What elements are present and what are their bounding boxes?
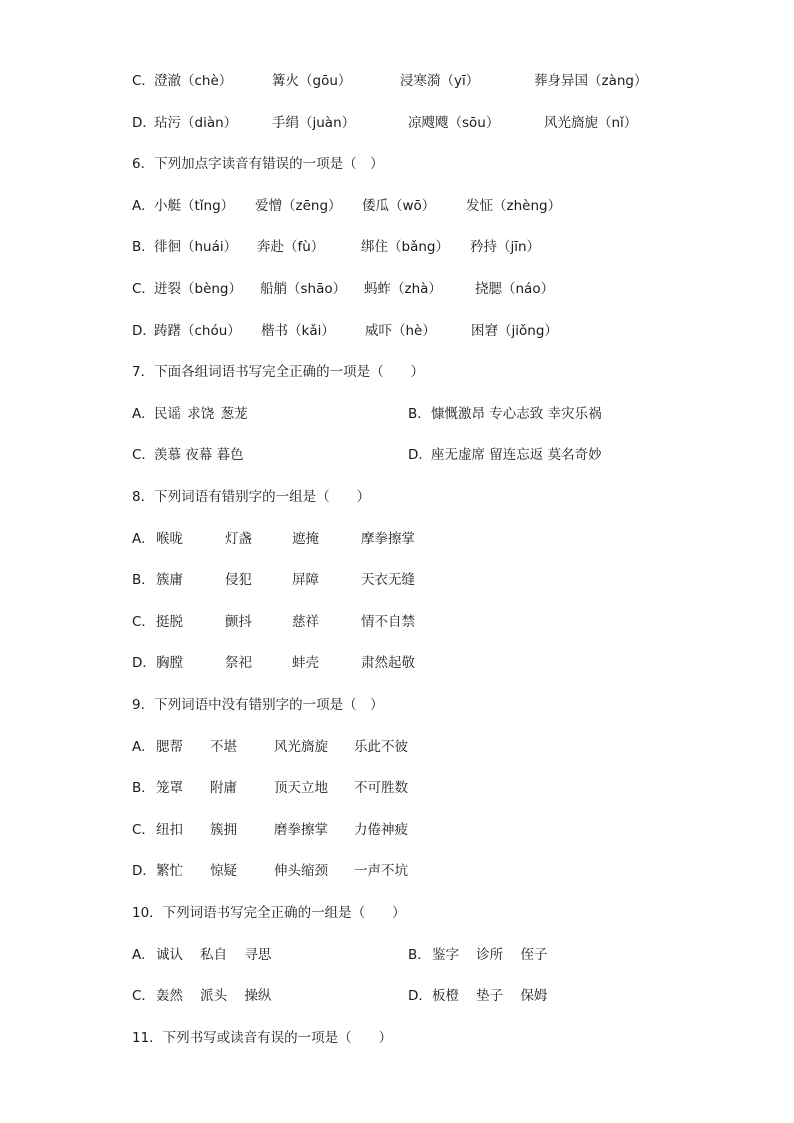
option-item: 颤抖 <box>225 614 252 630</box>
option-item: 挠腮（náo） <box>475 281 555 297</box>
option-item: 踌躇（chóu） <box>154 323 241 339</box>
option-text: 羡慕 夜幕 暮色 <box>154 447 244 463</box>
option-label: D． <box>132 863 156 879</box>
option-item: 威吓（hè） <box>365 323 436 339</box>
option-label: B． <box>408 406 431 422</box>
option-item: 乐此不彼 <box>354 739 408 755</box>
option-item: 蚂蚱（zhà） <box>364 281 442 297</box>
option-item: 蚌壳 <box>292 655 319 671</box>
option-item: 伸头缩颈 <box>274 863 328 879</box>
option-item: 手绢（juàn） <box>272 115 356 131</box>
option-label: A． <box>132 947 155 963</box>
option-item: 倭瓜（wō） <box>362 198 436 214</box>
option-label: D． <box>408 447 432 463</box>
option-item: 爱憎（zēng） <box>255 198 342 214</box>
option-label: D． <box>132 655 156 671</box>
option-label: B． <box>132 780 155 796</box>
option-item: 顶天立地 <box>274 780 328 796</box>
option-label: B． <box>132 239 155 255</box>
q8-question: 8．下列词语有错别字的一组是（ ） <box>132 489 371 505</box>
option-label: A． <box>132 531 155 547</box>
option-item: 遮掩 <box>292 531 319 547</box>
q6-question: 6．下列加点字读音有错误的一项是（ ） <box>132 156 384 172</box>
option-label: A． <box>132 739 155 755</box>
option-item: 发怔（zhèng） <box>466 198 562 214</box>
option-item: 风光旖旎（nǐ） <box>544 115 638 131</box>
option-item: 玷污（diàn） <box>154 115 238 131</box>
option-item: 喉咙 <box>156 531 183 547</box>
option-item: 矜持（jīn） <box>470 239 541 255</box>
option-item: 船艄（shāo） <box>260 281 347 297</box>
option-item: 祭祀 <box>225 655 252 671</box>
option-item: 天衣无缝 <box>361 572 415 588</box>
option-item: 繁忙 <box>156 863 183 879</box>
option-item: 一声不坑 <box>354 863 408 879</box>
option-item: 迸裂（bèng） <box>154 281 243 297</box>
option-item: 摩拳擦掌 <box>361 531 415 547</box>
option-item: 磨拳擦掌 <box>274 822 328 838</box>
option-label: C． <box>132 281 155 297</box>
option-text: 板橙 垫子 保姆 <box>432 988 548 1004</box>
q9-question: 9．下列词语中没有错别字的一项是（ ） <box>132 697 384 713</box>
option-label: B． <box>132 572 155 588</box>
option-item: 胸膛 <box>156 655 183 671</box>
option-label: B． <box>408 947 431 963</box>
option-item: 风光旖旋 <box>274 739 328 755</box>
option-label: C． <box>132 447 155 463</box>
option-item: 绑住（bǎng） <box>361 239 449 255</box>
option-label: C． <box>132 822 155 838</box>
option-item: 腮帮 <box>156 739 183 755</box>
option-item: 不堪 <box>210 739 237 755</box>
option-item: 肃然起敬 <box>361 655 415 671</box>
q10-question: 10．下列词语书写完全正确的一组是（ ） <box>132 905 406 921</box>
option-item: 力倦神疲 <box>354 822 408 838</box>
option-item: 挺脱 <box>156 614 183 630</box>
option-item: 葬身异国（zàng） <box>534 73 648 89</box>
option-item: 徘徊（huái） <box>154 239 238 255</box>
option-label: D． <box>132 323 156 339</box>
option-item: 慈祥 <box>292 614 319 630</box>
option-item: 笼罩 <box>156 780 183 796</box>
q7-question: 7．下面各组词语书写完全正确的一项是（ ） <box>132 364 425 380</box>
option-item: 侵犯 <box>225 572 252 588</box>
option-item: 惊疑 <box>210 863 237 879</box>
option-item: 纽扣 <box>156 822 183 838</box>
option-item: 澄澈（chè） <box>154 73 233 89</box>
option-item: 奔赴（fù） <box>257 239 325 255</box>
option-item: 附庸 <box>210 780 237 796</box>
option-item: 不可胜数 <box>354 780 408 796</box>
option-label: C． <box>132 988 155 1004</box>
option-item: 簇拥 <box>210 822 237 838</box>
option-item: 凉飕飕（sōu） <box>408 115 500 131</box>
option-label: D． <box>132 115 156 131</box>
option-text: 慷慨激昂 专心志致 幸灾乐祸 <box>431 406 602 422</box>
option-item: 簇庸 <box>156 572 183 588</box>
option-item: 情不自禁 <box>361 614 415 630</box>
option-item: 小艇（tǐng） <box>154 198 235 214</box>
option-text: 民谣 求饶 葱茏 <box>154 406 248 422</box>
option-label: A． <box>132 406 155 422</box>
option-label: C． <box>132 73 155 89</box>
option-text: 诚认 私自 寻思 <box>156 947 272 963</box>
option-item: 困窘（jiǒng） <box>471 323 558 339</box>
option-text: 轰然 派头 操纵 <box>156 988 272 1004</box>
option-label: D． <box>408 988 432 1004</box>
q11-question: 11．下列书写或读音有误的一项是（ ） <box>132 1030 393 1046</box>
option-item: 篝火（gōu） <box>272 73 352 89</box>
option-item: 灯盏 <box>225 531 252 547</box>
option-item: 浸寒漪（yī） <box>400 73 480 89</box>
option-text: 鉴字 诊所 侄子 <box>432 947 548 963</box>
option-label: C． <box>132 614 155 630</box>
option-text: 座无虚席 留连忘返 莫名奇妙 <box>431 447 602 463</box>
option-item: 屏障 <box>292 572 319 588</box>
option-label: A． <box>132 198 155 214</box>
option-item: 楷书（kǎi） <box>261 323 335 339</box>
